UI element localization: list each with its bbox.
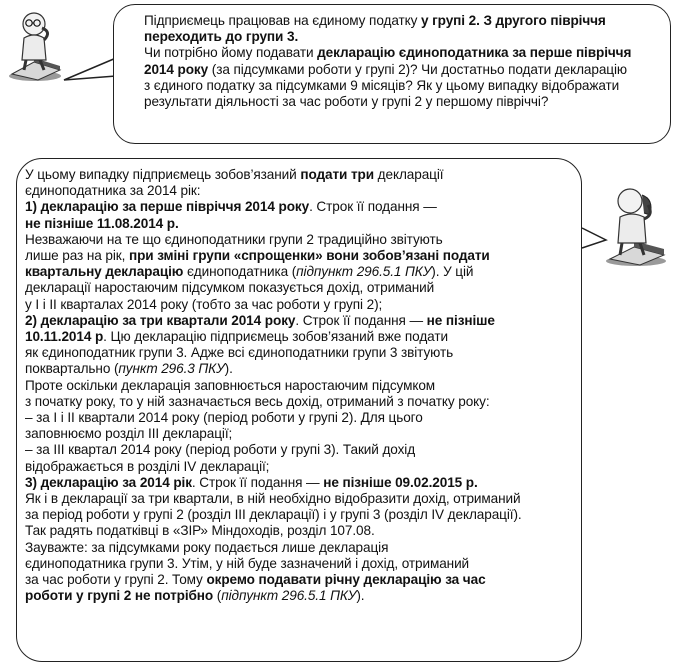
answer-text-run: єдиноподатника групи 3. Утім, у ній буде зазначений і дохід, отриманий [25,555,470,571]
answer-text-run: . Строк її подання — [309,199,437,215]
answer-line [25,378,573,394]
answer-line [25,588,573,604]
answer-line [25,394,573,410]
answer-line [25,475,573,491]
answer-text-run: відображається в розділі IV декларації; [25,458,270,474]
question-line [144,45,660,61]
answer-text-run: єдиноподатника за 2014 рік: [25,183,201,199]
question-line [144,62,660,78]
answer-line [25,361,573,377]
answer-text-run: 1) декларацію за перше півріччя 2014 року [25,199,310,215]
answer-text-run: заповнюємо розділ III декларації; [25,426,233,442]
answer-line [25,167,573,183]
answer-text-run: 10.11.2014 р [25,329,104,345]
answer-line [25,183,573,199]
answer-text-run: єдиноподатника ( [183,264,297,280]
answer-text-run: Як і в декларації за три квартали, в ній необхідно відобразити дохід, отриманий [25,491,521,507]
answer-text-run: Проте оскільки декларація заповнюється наростаючим підсумком [25,377,436,393]
answer-line [25,313,573,329]
question-text-run: 2014 року [144,61,209,77]
answer-text-run: ( [213,588,222,604]
answer-text-run: – за I і II квартали 2014 року (період роботи у групі 2). Для цього [25,410,423,426]
answer-line [25,248,573,264]
answer-line [25,232,573,248]
answer-line [25,442,573,458]
answer-text-run: 2) декларацію за три квартали 2014 року [25,312,296,328]
answer-text-run: не пізніше [426,312,495,328]
thinking-person-icon [4,10,66,82]
answer-line [25,540,573,556]
answer-line [25,216,573,232]
question-text-run: з єдиного податку за підсумками 9 місяців? Як у цьому випадку відображати [144,77,620,93]
answer-text-run: ). У цій [431,264,474,280]
answer-text-run: декларації наростаючим підсумком показується дохід, отриманий [25,280,435,296]
question-line [144,29,660,45]
answer-line [25,426,573,442]
answer-text-run: Зауважте: за підсумками року подається лише декларація [25,539,389,555]
answer-line [25,410,573,426]
question-line [144,94,660,110]
question-text [144,13,660,110]
answer-text-run: ). [224,361,233,377]
answer-line [25,297,573,313]
answer-text-run: ). [356,588,365,604]
answering-person-icon [600,185,670,267]
answer-text-run: з початку року, то у ній зазначається весь дохід, отриманий з початку року: [25,393,490,409]
answer-line [25,345,573,361]
question-line [144,78,660,94]
answer-text-run: подати три [300,167,374,182]
answer-text-run: як єдиноподатник групи 3. Адже всі єдиноподатники групи 3 звітують [25,345,454,361]
question-bubble-tail [62,56,118,86]
answer-text-run: 3) декларацію за 2014 рік [25,474,192,490]
answer-text-run: лише раз на рік, [25,248,129,264]
answer-text-run: . Цю декларацію підприємець зобов’язаний вже подати [103,329,448,345]
answer-text-run: підпункт 296.5.1 ПКУ [296,264,432,280]
answer-line [25,264,573,280]
answer-line [25,572,573,588]
question-text-run: переходить до групи 3. [144,29,299,45]
question-text-run: (за підсумками роботи у групі 2)? Чи достатньо подати декларацію [208,61,627,77]
answer-text [25,167,573,604]
answer-line [25,329,573,345]
answer-text-run: за період роботи у групі 2 (розділ III декларації) і у групі 3 (розділ IV декларації). [25,507,522,523]
answer-text-run: . Строк її подання — [191,474,324,490]
answer-text-run: . Строк її подання — [295,312,427,328]
answer-text-run: роботи у групі 2 не потрібно [25,588,214,604]
answer-text-run: за час роботи у групі 2. Тому [25,572,207,588]
answer-line [25,280,573,296]
answer-text-run: Так радять податківці в «ЗІР» Міндоходів, розділ 107.08. [25,523,375,539]
answer-text-run: при зміні групи «спрощенки» вони зобов’язані подати [128,248,490,264]
answer-line [25,523,573,539]
question-text-run: Чи потрібно йому подавати [144,45,318,61]
answer-text-run: не пізніше 09.02.2015 р. [323,474,478,490]
question-text-run: результати діяльності за час роботи у групі 2 у першому півріччі? [144,94,549,110]
answer-line [25,491,573,507]
answer-text-run: квартальну декларацію [25,264,184,280]
answer-text-run: декларації [373,167,444,182]
answer-bubble [16,158,582,662]
answer-text-run: У цьому випадку підприємець зобов’язаний [25,167,301,182]
answer-text-run: поквартально ( [25,361,119,377]
question-bubble [113,4,671,144]
answer-text-run: у I і II кварталах 2014 року (тобто за час роботи у групі 2); [25,296,383,312]
answer-bubble-tail [578,226,608,252]
answer-text-run: не пізніше 11.08.2014 р. [25,215,179,231]
answer-text-run: підпункт 296.5.1 ПКУ [221,588,357,604]
answer-line [25,199,573,215]
answer-line [25,556,573,572]
question-text-run: Підприємець працював на єдиному податку [144,13,421,28]
answer-text-run: пункт 296.3 ПКУ [118,361,225,377]
answer-line [25,459,573,475]
answer-text-run: окремо подавати річну декларацію за час [206,572,486,588]
question-text-run: у групі 2. З другого півріччя [420,13,606,28]
answer-text-run: – за III квартал 2014 року (період роботи у групі 3). Такий дохід [25,442,416,458]
question-text-run: декларацію єдиноподатника за перше півріччя [317,45,632,61]
answer-line [25,507,573,523]
question-line [144,13,660,29]
answer-text-run: Незважаючи на те що єдиноподатники групи 2 традиційно звітують [25,231,443,247]
